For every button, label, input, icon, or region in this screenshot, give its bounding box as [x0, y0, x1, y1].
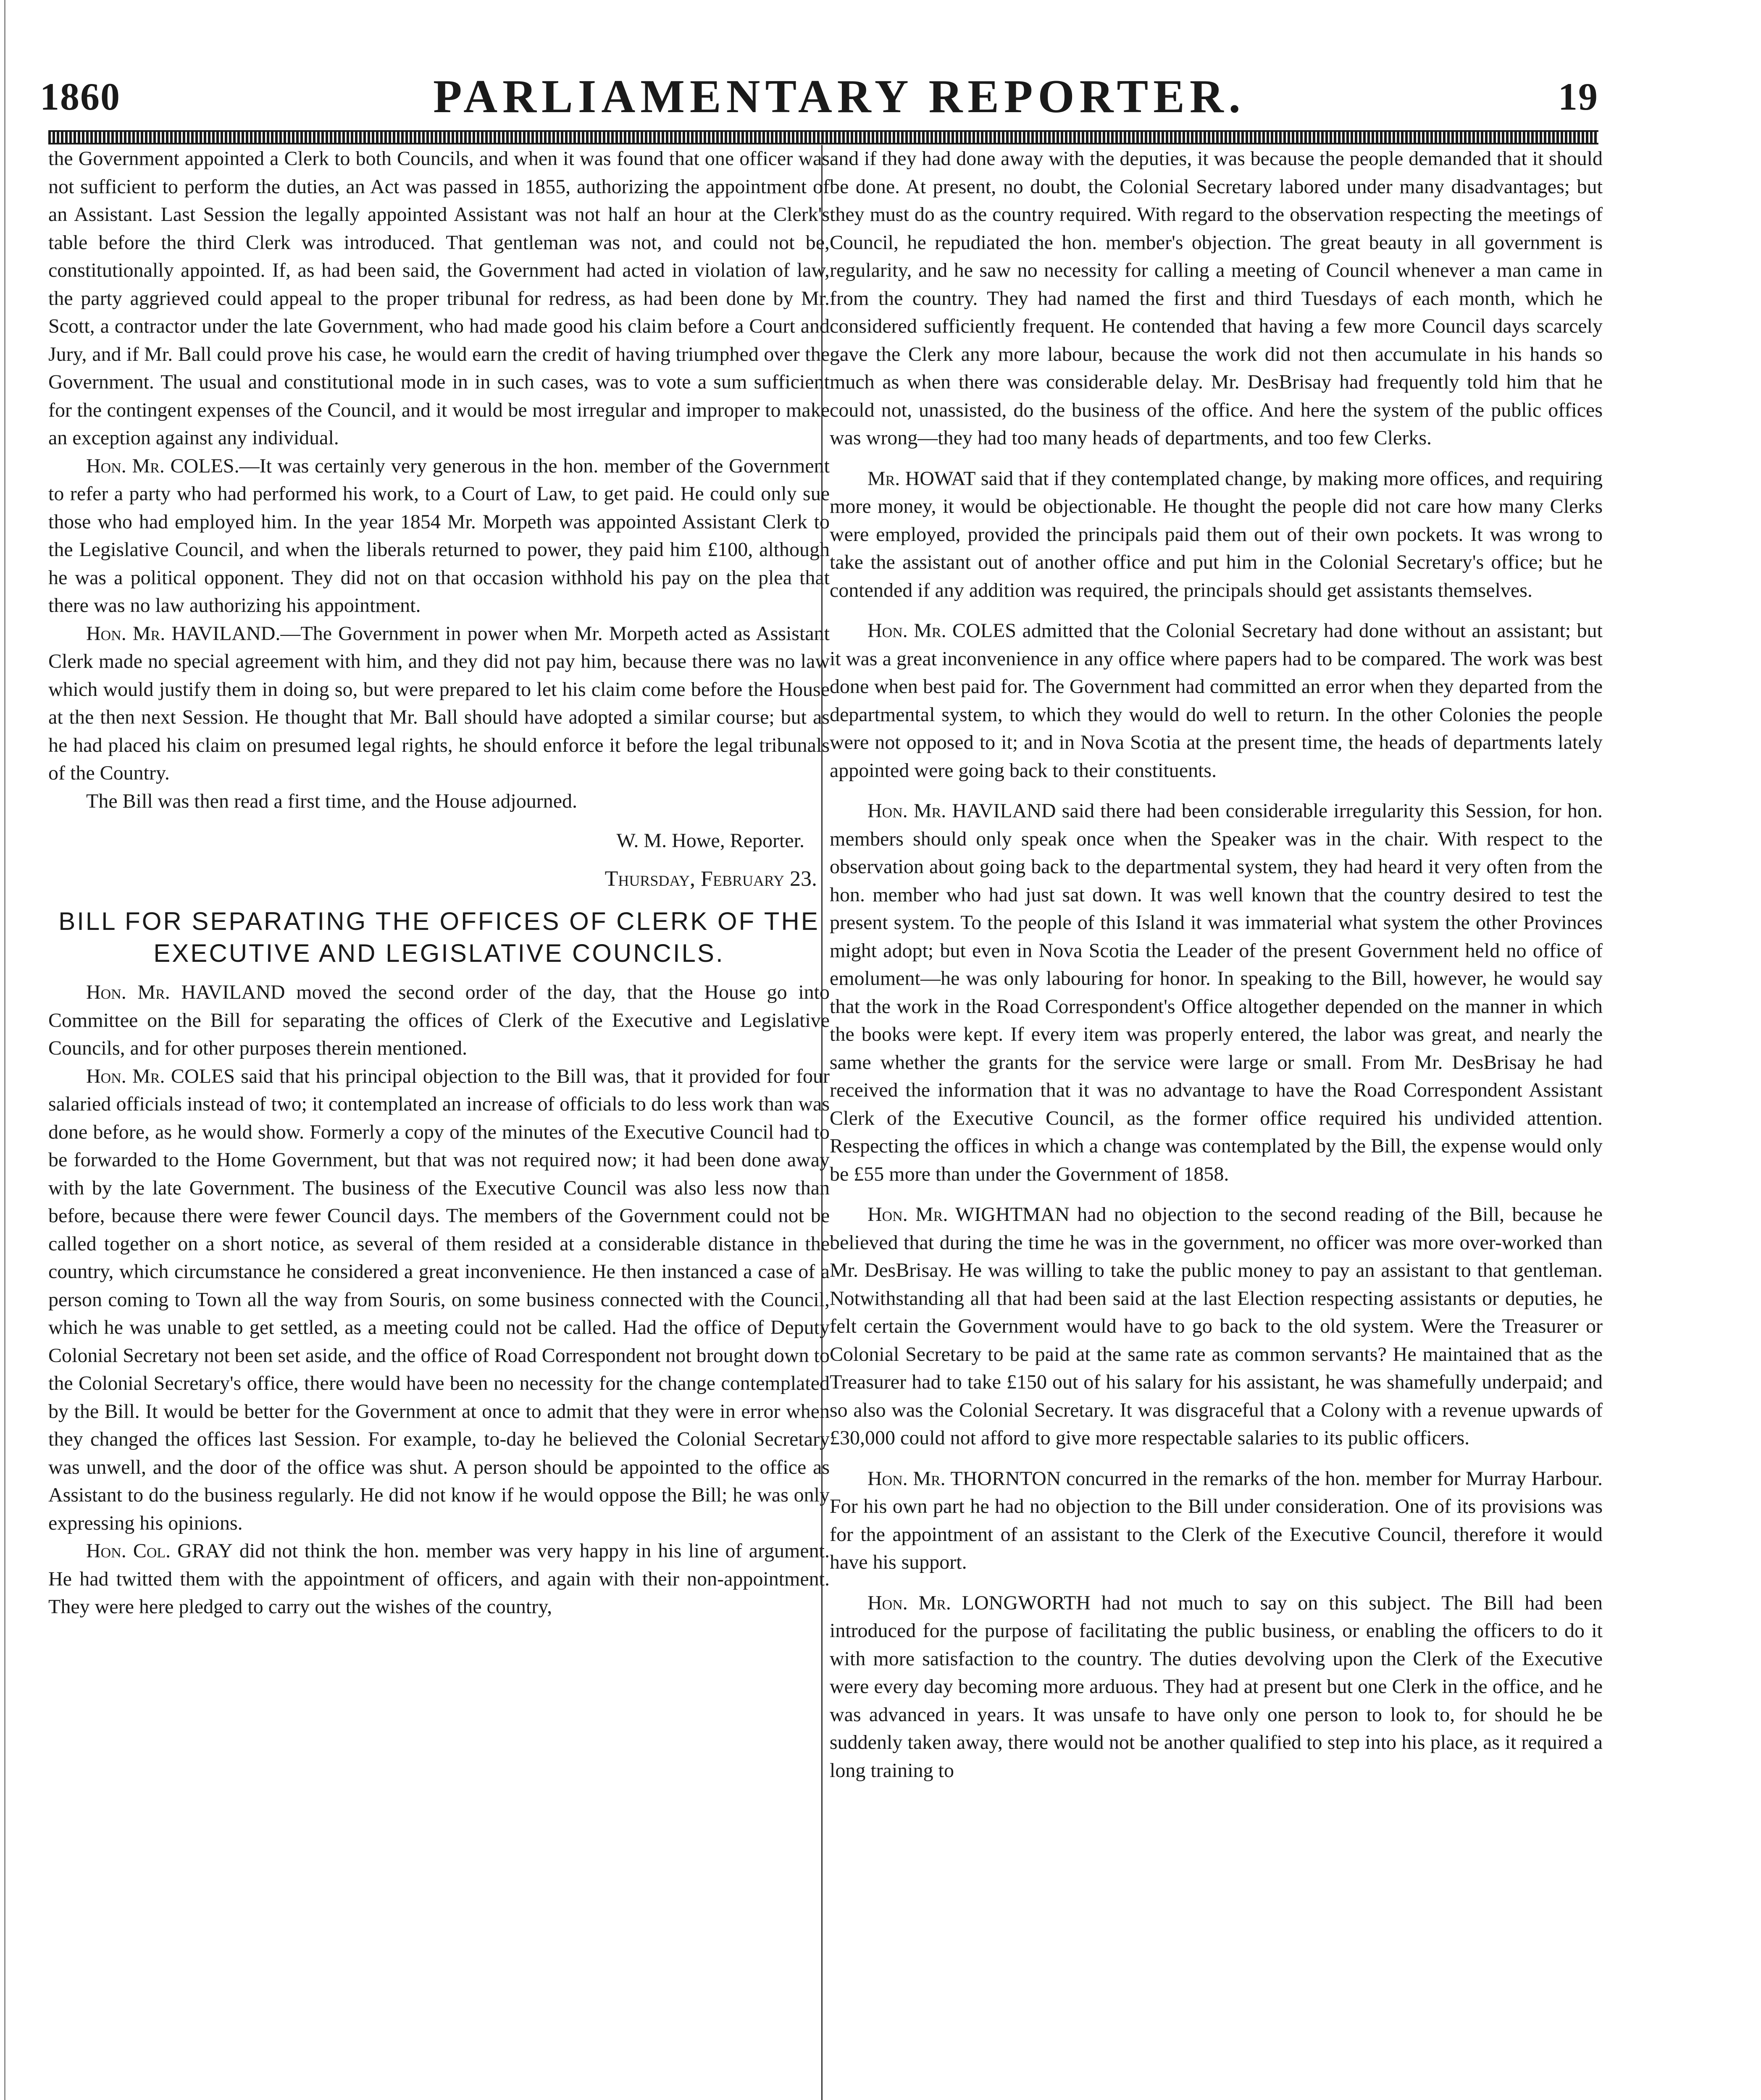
- header-ornamental-rule: [48, 130, 1598, 144]
- paragraph: [48, 452, 830, 620]
- speaker-name: Hon. Mr. LONGWORTH: [867, 1591, 1091, 1614]
- speech-text: said there had been considerable irregularity this Session, for hon. members should only speak once when the Speaker was in the chair. With respect to the observation about going back to the departmental system, they had heard it very often from the hon. member who had just sat down. It was well known that the country desired to test the present system. To the people of this Island it was immaterial what system the other Provinces might adopt; but even in Nova Scotia the Leader of the present Government held no office of emolument—he was only labouring for honor. In speaking to the Bill, however, he would say that the work in the Road Correspondent's Office altogether depended on the manner in which the books were kept. If every item was properly entered, the labor was great, and nearly the same whether the grants for the service were large or small. From Mr. DesBrisay he had received the information that it was no advantage to have the Road Correspondent Assistant Clerk of the Executive Council, as the former office required his undivided attention. Respecting the offices in which a change was contemplated by the Bill, the expense would only be £55 more than under the Government of 1858.: [830, 800, 1603, 1185]
- publication-title: PARLIAMENTARY REPORTER.: [433, 70, 1246, 123]
- speech-text: admitted that the Colonial Secretary had done without an assistant; but it was a great inconvenience in any office where papers had to be compared. The work was best done when best paid for. The Government had committed an error when they departed from the departmental system, to which they would do well to return. In the other Colonies the people were not opposed to it; and in Nova Scotia at the present time, the heads of departments lately appointed were going back to their constituents.: [830, 620, 1603, 782]
- speech-text: did not think the hon. member was very happy in his line of argument. He had twitted them with the appointment of officers, and again with their non-appointment. They were here pledged to carry out the wishes of the country,: [48, 1540, 830, 1618]
- paragraph: [830, 465, 1603, 605]
- paragraph: [830, 797, 1603, 1188]
- paragraph: [48, 1063, 830, 1538]
- speaker-name: Hon. Mr. COLES: [86, 1065, 235, 1087]
- paragraph: the Government appointed a Clerk to both Councils, and when it was found that one officer was not sufficient to perform the duties, an Act was passed in 1855, authorizing the appointment of an Assistant. Last Session the legally appointed Assistant was not half an hour at the Clerk's table before the third Clerk was introduced. That gentleman was not, and could not be, constitutionally appointed. If, as had been said, the Government had acted in violation of law, the party aggrieved could appeal to the proper tribunal for redress, as had been done by Mr. Scott, a contractor under the late Government, who had made good his claim before a Court and Jury, and if Mr. Ball could prove his case, he would earn the credit of having triumphed over the Government. The usual and constitutional mode in in such cases, was to vote a sum sufficient for the contingent expenses of the Council, and it would be most irregular and improper to make an exception against any individual.: [48, 147, 830, 449]
- paragraph: [830, 1465, 1603, 1577]
- speech-text: moved the second order of the day, that the House go into Committee on the Bill for separating the offices of Clerk of the Executive and Legislative Councils, and for other purposes therein mentioned.: [48, 981, 830, 1059]
- speech-text: —It was certainly very generous in the hon. member of the Government to refer a party who had performed his work, to a Court of Law, to get paid. He could only sue those who had employed him. In the year 1854 Mr. Morpeth was appointed Assistant Clerk to the Legislative Council, and when the liberals returned to power, they paid him £100, although he was a political opponent. They did not on that occasion withhold his pay on the plea that there was no law authorizing his appointment.: [48, 454, 830, 617]
- speaker-name: Mr. HOWAT: [867, 467, 976, 490]
- dateline: Thursday, February 23.: [605, 866, 817, 891]
- paragraph: [830, 1201, 1603, 1452]
- paragraph: [48, 620, 830, 788]
- speech-text: concurred in the remarks of the hon. member for Murray Harbour. For his own part he had no objection to the Bill under consideration. One of its provisions was for the appointment of an assistant to the Clerk of the Executive Council, therefore it would have his support.: [830, 1467, 1603, 1573]
- page-number: 19: [1558, 75, 1598, 118]
- paragraph: and if they had done away with the deputies, it was because the people demanded that it should be done. At present, no doubt, the Colonial Secretary labored under many disadvantages; but they must do as the country required. With regard to the observation respecting the meetings of Council, he repudiated the hon. member's objection. The great beauty in all government is regularity, and he saw no necessity for calling a meeting of Council whenever a man came in from the country. They had named the first and third Tuesdays of each month, which he considered sufficiently frequent. He contended that having a few more Council days scarcely gave the Clerk any more labour, because the work did not then accumulate in his hands so much as when there was considerable delay. Mr. DesBrisay had frequently told him that he could not, unassisted, do the business of the office. And here the system of the public offices was wrong—they had too many heads of departments, and too few Clerks.: [830, 147, 1603, 449]
- paragraph: [48, 979, 830, 1063]
- reporter-signature: W. M. Howe, Reporter.: [616, 830, 804, 852]
- right-column: [830, 145, 1603, 2100]
- speaker-name: Hon. Mr. THORNTON: [867, 1467, 1061, 1490]
- speaker-name: Hon. Mr. COLES: [867, 620, 1017, 642]
- speech-text: —The Government in power when Mr. Morpeth acted as Assistant Clerk made no special agreement with him, and they did not pay him, because there was no law which would justify them in doing so, but were prepared to let his claim come before the House at the then next Session. He thought that Mr. Ball should have adopted a similar course; but as he had placed his claim on presumed legal rights, he should enforce it before the legal tribunals of the Country.: [48, 622, 830, 784]
- speech-text: said that if they contemplated change, by making more offices, and requiring more money, it would be objectionable. He thought the people did not care how many Clerks were employed, provided the principals paid them out of their own pockets. It was wrong to take the assistant out of another office and put him in the Colonial Secretary's office; but he contended if any addition was required, the principals should get assistants themselves.: [830, 467, 1603, 601]
- speaker-name: Hon. Mr. WIGHTMAN: [867, 1203, 1070, 1226]
- speaker-name: Hon. Mr. COLES.: [86, 454, 239, 477]
- section-heading: BILL FOR SEPARATING THE OFFICES OF CLERK OF THE EXECUTIVE AND LEGISLATIVE COUNCILS.: [58, 907, 820, 967]
- speaker-name: Hon. Col. GRAY: [86, 1540, 233, 1562]
- paragraph: The Bill was then read a first time, and the House adjourned.: [86, 790, 577, 812]
- page-edge-rule: [4, 0, 5, 2100]
- speech-text: said that his principal objection to the Bill was, that it provided for four salaried officials instead of two; it contemplated an increase of officials to do less work than was done before, as he would show. Formerly a copy of the minutes of the Executive Council had to be forwarded to the Home Government, but that was not required now; it had been done away with by the late Government. The business of the Executive Council was also less now than before, because there were fewer Council days. The members of the Government could not be called together on a short notice, as several of them resided at a considerable distance in the country, which circumstance he considered a great inconvenience. He then instanced a case of a person coming to Town all the way from Souris, on some business connected with the Council, which he was unable to get settled, as a meeting could not be called. Had the office of Deputy Colonial Secretary not been set aside, and the office of Road Correspondent not brought down to the Colonial Secretary's office, there would have been no necessity for the change contemplated by the Bill. It would be better for the Government at once to admit that they were in error when they changed the offices last Session. For example, to-day he believed the Colonial Secretary was unwell, and the door of the office was shut. A person should be appointed to the office as Assistant to do the business regularly. He did not know if he would oppose the Bill; he was only expressing his opinions.: [48, 1065, 830, 1534]
- speaker-name: Hon. Mr. HAVILAND: [867, 800, 1056, 822]
- speech-text: had not much to say on this subject. The Bill had been introduced for the purpose of facilitating the public business, or enabling the officers to do it with more satisfaction to the country. The duties devolving upon the Clerk of the Executive were every day becoming more arduous. They had at present but one Clerk in the office, and he was advanced in years. It was unsafe to have only one person to look to, for should he be suddenly taken away, there would not be another qualified to step into his place, as it required a long training to: [830, 1591, 1603, 1782]
- speech-text: had no objection to the second reading of the Bill, because he believed that during the time he was in the government, no officer was more over-worked than Mr. DesBrisay. He was willing to take the public money to pay an assistant to that gentleman. Notwithstanding all that had been said at the last Election respecting assistants or deputies, he felt certain the Government would have to go back to the old system. Were the Treasurer or Colonial Secretary to be paid at the same rate as common servants? He maintained that as the Treasurer had to take £150 out of his salary for his assistant, he was shamefully underpaid; and so also was the Colonial Secretary. It was disgraceful that a Colony with a revenue upwards of £30,000 could not afford to give more respectable salaries to its public officers.: [830, 1203, 1603, 1449]
- speaker-name: Hon. Mr. HAVILAND.: [86, 622, 281, 645]
- paragraph: [48, 1537, 830, 1621]
- running-header: [40, 63, 1598, 130]
- paragraph: [830, 1589, 1603, 1785]
- speaker-name: Hon. Mr. HAVILAND: [86, 981, 285, 1003]
- left-column: [48, 145, 830, 2100]
- header-year: 1860: [40, 75, 121, 118]
- paragraph: [830, 617, 1603, 785]
